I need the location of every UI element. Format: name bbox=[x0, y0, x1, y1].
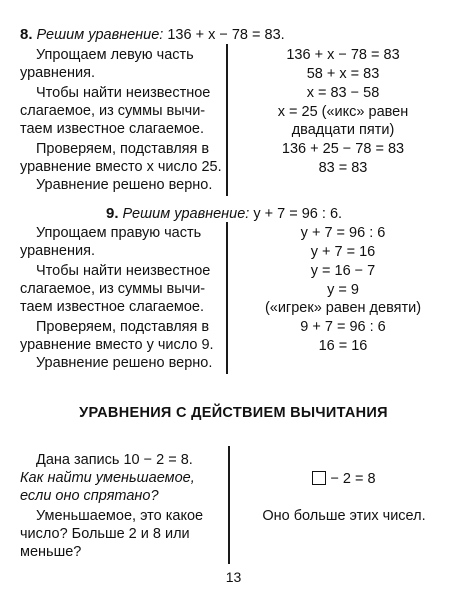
task9-left-line: уравнение вместо y число 9. bbox=[20, 337, 214, 353]
task9-equation: y + 7 = 96 : 6. bbox=[253, 206, 343, 222]
task9-right-line: y = 9 bbox=[327, 282, 359, 298]
task8-right-line: 136 + x − 78 = 83 bbox=[286, 47, 400, 63]
task9-left-line: Проверяем, подставляя в bbox=[36, 319, 210, 335]
task8-prompt: Решим уравнение: bbox=[36, 27, 164, 43]
task9-header bbox=[106, 205, 342, 223]
task8-left-line: слагаемое, из суммы вычи- bbox=[20, 103, 206, 119]
task9-right-line: 16 = 16 bbox=[318, 338, 368, 354]
task9-left-line: Уравнение решено верно. bbox=[36, 355, 213, 371]
task8-header bbox=[20, 26, 285, 44]
task9-right-line: («игрек» равен девяти) bbox=[264, 300, 422, 316]
section-right-expr-text: − 2 = 8 bbox=[330, 471, 376, 487]
task8-column-divider bbox=[226, 44, 228, 196]
task9-left-line: слагаемое, из суммы вычи- bbox=[20, 281, 206, 297]
task9-prompt: Решим уравнение: bbox=[122, 206, 250, 222]
section-left-line: число? Больше 2 и 8 или bbox=[20, 526, 190, 542]
task9-number: 9. bbox=[106, 205, 119, 222]
task8-right-line: x = 83 − 58 bbox=[306, 85, 380, 101]
section-right-answer: Оно больше этих чисел. bbox=[262, 508, 426, 524]
task8-right-line: 136 + 25 − 78 = 83 bbox=[281, 141, 405, 157]
task9-left-line: уравнения. bbox=[20, 243, 95, 259]
section-title: УРАВНЕНИЯ С ДЕЙСТВИЕМ ВЫЧИТАНИЯ bbox=[79, 405, 388, 421]
section-left-line: Дана запись 10 − 2 = 8. bbox=[36, 452, 193, 468]
section-question-line: если оно спрятано? bbox=[20, 488, 159, 504]
page-number: 13 bbox=[225, 569, 242, 585]
task8-equation: 136 + x − 78 = 83. bbox=[167, 27, 285, 43]
task8-right-line: двадцати пяти) bbox=[291, 122, 395, 138]
task9-right-line: y = 16 − 7 bbox=[310, 263, 376, 279]
section-left-line: Уменьшаемое, это какое bbox=[36, 508, 204, 524]
task9-column-divider bbox=[226, 222, 228, 374]
section-right-expression bbox=[234, 470, 454, 488]
task9-right-line: 9 + 7 = 96 : 6 bbox=[300, 319, 386, 335]
task8-left-line: уравнения. bbox=[20, 65, 95, 81]
task8-left-line: Чтобы найти неизвестное bbox=[36, 85, 211, 101]
task8-right-line: x = 25 («икс» равен bbox=[277, 104, 409, 120]
task8-left-line: Уравнение решено верно. bbox=[36, 177, 213, 193]
task8-number: 8. bbox=[20, 26, 33, 43]
section-question-line: Как найти уменьшаемое, bbox=[20, 470, 195, 486]
task8-right-line: 58 + x = 83 bbox=[306, 66, 380, 82]
empty-box-placeholder bbox=[312, 471, 326, 485]
task9-left-line: таем известное слагаемое. bbox=[20, 299, 205, 315]
task8-left-line: таем известное слагаемое. bbox=[20, 121, 205, 137]
task8-left-line: Упрощаем левую часть bbox=[36, 47, 194, 63]
task8-left-line: уравнение вместо x число 25. bbox=[20, 159, 222, 175]
task9-left-line: Чтобы найти неизвестное bbox=[36, 263, 211, 279]
section-left-line: меньше? bbox=[20, 544, 82, 560]
task8-right-line: 83 = 83 bbox=[318, 160, 368, 176]
task9-right-line: y + 7 = 16 bbox=[310, 244, 376, 260]
task9-right-line: y + 7 = 96 : 6 bbox=[300, 225, 386, 241]
section-column-divider bbox=[228, 446, 230, 564]
task8-left-line: Проверяем, подставляя в bbox=[36, 141, 210, 157]
task9-left-line: Упрощаем правую часть bbox=[36, 225, 202, 241]
